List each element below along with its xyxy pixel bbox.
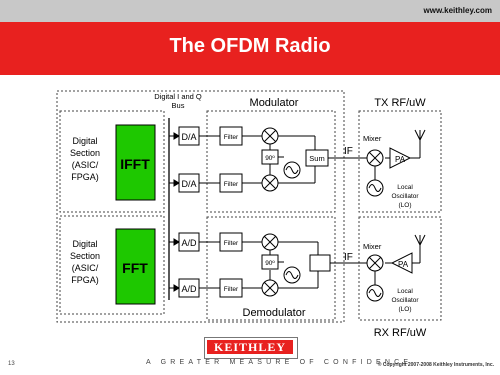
if-label-tx: IF — [344, 146, 353, 157]
keithley-logo: KEITHLEY — [207, 340, 293, 354]
digital-top-line-1: Digital — [72, 136, 98, 146]
mixer-label-rx: Mixer — [363, 242, 382, 251]
tx-antenna-icon — [415, 130, 425, 140]
bus-arrows — [169, 133, 179, 291]
slide-title: The OFDM Radio — [169, 35, 331, 57]
fft-label: FFT — [122, 260, 148, 276]
phase-label-mod: 90º — [265, 155, 275, 162]
modulator-label: Modulator — [249, 97, 299, 109]
da-bottom-label: D/A — [181, 179, 197, 189]
website-url[interactable]: www.keithley.com — [423, 6, 492, 15]
bus-label-1: Digital I and Q — [154, 92, 202, 101]
digital-bottom-line-1: Digital — [72, 239, 98, 249]
digital-top-line-3: (ASIC/ — [71, 160, 99, 170]
filter-label-2: Filter — [223, 181, 239, 188]
ifft-label: IFFT — [120, 156, 150, 172]
rx-mixer — [367, 255, 383, 271]
demodulator-label: Demodulator — [242, 307, 306, 319]
digital-top-line-2: Section — [69, 148, 101, 158]
rx-lo-line-3: (LO) — [398, 306, 412, 313]
tx-lo-line-1: Local — [397, 184, 413, 191]
page-number: 13 — [8, 361, 15, 367]
bus-label-2: Bus — [171, 101, 185, 110]
tx-lo-line-2: Oscillator — [391, 193, 419, 200]
pa-label-tx: PA — [395, 155, 406, 164]
tx-mixer — [367, 150, 383, 166]
demod-combine-block — [310, 255, 330, 271]
digital-bottom-line-4: FPGA) — [71, 275, 99, 285]
copyright-text: © Copyright 2007-2008 Keithley Instruments, Inc. — [377, 362, 494, 368]
digital-bottom-line-3: (ASIC/ — [71, 263, 99, 273]
ad-top-label: A/D — [181, 238, 197, 248]
rx-antenna-icon — [415, 235, 425, 245]
da-top-label: D/A — [181, 132, 197, 142]
ad-bottom-label: A/D — [181, 284, 197, 294]
rx-lo-line-2: Oscillator — [391, 297, 419, 304]
if-label-rx: IF — [344, 252, 353, 263]
rx-label: RX RF/uW — [373, 327, 427, 339]
rx-lo-line-1: Local — [397, 288, 413, 295]
mixer-label-tx: Mixer — [363, 134, 382, 143]
footer-tagline: A GREATER MEASURE OF CONFIDENCE — [146, 359, 413, 366]
filter-label-3: Filter — [223, 240, 239, 247]
sum-label: Sum — [309, 154, 325, 163]
phase-label-demod: 90º — [265, 260, 275, 267]
tx-label: TX RF/uW — [374, 97, 426, 109]
filter-label-1: Filter — [223, 134, 239, 141]
pa-label-rx: PA — [398, 260, 409, 269]
outer-boundary — [57, 91, 344, 322]
digital-bottom-line-2: Section — [69, 251, 101, 261]
digital-top-line-4: FPGA) — [71, 172, 99, 182]
filter-label-4: Filter — [223, 286, 239, 293]
tx-lo-line-3: (LO) — [398, 202, 412, 209]
